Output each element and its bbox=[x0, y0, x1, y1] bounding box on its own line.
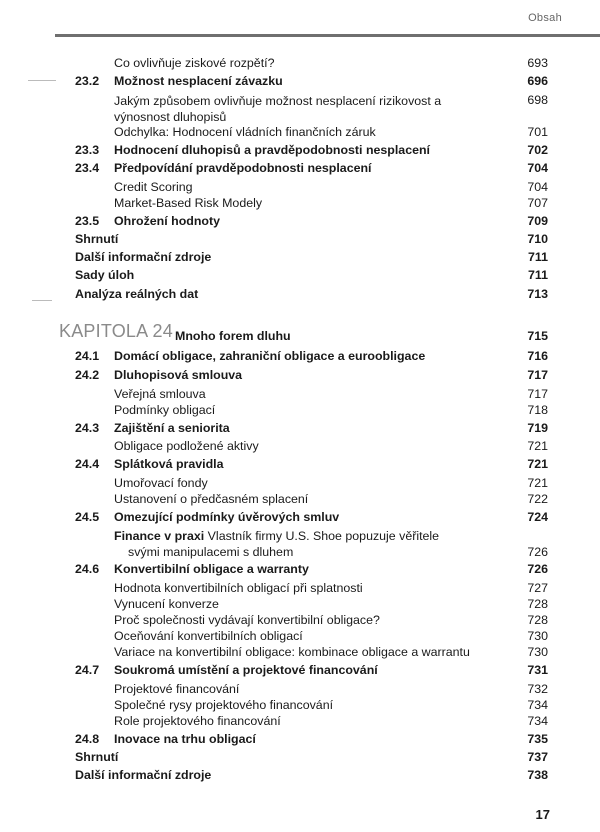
section-number: 24.1 bbox=[75, 349, 100, 363]
entry-title: Podmínky obligací bbox=[114, 403, 216, 417]
entry-page: 721 bbox=[527, 457, 548, 471]
entry-title: Omezující podmínky úvěrových smluv bbox=[114, 510, 340, 524]
entry-title: Shrnutí bbox=[75, 750, 119, 764]
entry-page: 693 bbox=[527, 56, 548, 70]
entry-page: 727 bbox=[527, 581, 548, 595]
chapter-title: Mnoho forem dluhu bbox=[175, 329, 291, 343]
entry-title: Splátková pravidla bbox=[114, 457, 224, 471]
section-number: 24.4 bbox=[75, 457, 100, 471]
entry-title: Další informační zdroje bbox=[75, 768, 212, 782]
entry-page: 707 bbox=[527, 196, 548, 210]
entry-page: 735 bbox=[527, 732, 548, 746]
section-number: 24.2 bbox=[75, 368, 100, 382]
entry-title: Hodnocení dluhopisů a pravděpodobnosti nesplacení bbox=[114, 143, 430, 157]
entry-page: 710 bbox=[527, 232, 548, 246]
entry-page: 701 bbox=[527, 125, 548, 139]
entry-page: 734 bbox=[527, 698, 548, 712]
entry-page: 734 bbox=[527, 714, 548, 728]
entry-page: 737 bbox=[527, 750, 548, 764]
section-number: 23.5 bbox=[75, 214, 100, 228]
entry-page: 726 bbox=[527, 545, 548, 559]
entry-page: 702 bbox=[527, 143, 548, 157]
entry-page: 717 bbox=[527, 387, 548, 401]
section-number: 24.8 bbox=[75, 732, 100, 746]
entry-title: Projektové financování bbox=[114, 682, 240, 696]
entry-title: Ohrožení hodnoty bbox=[114, 214, 220, 228]
entry-title: Market-Based Risk Modely bbox=[114, 196, 263, 210]
entry-title: Sady úloh bbox=[75, 268, 135, 282]
entry-title: Další informační zdroje bbox=[75, 250, 212, 264]
entry-title: Společné rysy projektového financování bbox=[114, 698, 334, 712]
entry-title: Předpovídání pravděpodobnosti nesplacení bbox=[114, 161, 372, 175]
entry-page: 738 bbox=[527, 768, 548, 782]
entry-title-rest: Vlastník firmy U.S. Shoe popuzuje věřitele bbox=[207, 529, 440, 543]
entry-title: Inovace na trhu obligací bbox=[114, 732, 256, 746]
chapter-label: KAPITOLA 24 bbox=[59, 321, 173, 341]
entry-page: 711 bbox=[528, 250, 548, 264]
entry-title: Dluhopisová smlouva bbox=[114, 368, 243, 382]
entry-title: Obligace podložené aktivy bbox=[114, 439, 259, 453]
entry-title: Shrnutí bbox=[75, 232, 119, 246]
section-number: 23.4 bbox=[75, 161, 100, 175]
entry-title: Soukromá umístění a projektové financování bbox=[114, 663, 378, 677]
entry-page: 732 bbox=[527, 682, 548, 696]
entry-title: Možnost nesplacení závazku bbox=[114, 74, 283, 88]
entry-page: 704 bbox=[527, 161, 548, 175]
section-number: 23.3 bbox=[75, 143, 100, 157]
entry-page: 718 bbox=[527, 403, 548, 417]
entry-title: Credit Scoring bbox=[114, 180, 193, 194]
entry-page: 704 bbox=[527, 180, 548, 194]
entry-title: Oceňování konvertibilních obligací bbox=[114, 629, 303, 643]
running-head: Obsah bbox=[528, 12, 562, 24]
entry-title: Umořovací fondy bbox=[114, 476, 208, 490]
entry-title: Hodnota konvertibilních obligací při splatnosti bbox=[114, 581, 363, 595]
entry-title: Domácí obligace, zahraniční obligace a euroobligace bbox=[114, 349, 426, 363]
entry-page: 730 bbox=[527, 629, 548, 643]
entry-page: 716 bbox=[527, 349, 548, 363]
entry-title: Vynucení konverze bbox=[114, 597, 219, 611]
entry-title: Zajištění a seniorita bbox=[114, 421, 230, 435]
entry-page: 731 bbox=[527, 663, 548, 677]
entry-title: svými manipulacemi s dluhem bbox=[128, 545, 294, 559]
entry-title: Co ovlivňuje ziskové rozpětí? bbox=[114, 56, 275, 70]
entry-title bbox=[114, 529, 494, 544]
entry-page: 713 bbox=[527, 287, 548, 301]
entry-page: 711 bbox=[528, 268, 548, 282]
section-number: 24.7 bbox=[75, 663, 100, 677]
entry-page: 721 bbox=[527, 439, 548, 453]
entry-title: Odchylka: Hodnocení vládních finančních záruk bbox=[114, 125, 376, 139]
entry-title: Ustanovení o předčasném splacení bbox=[114, 492, 309, 506]
entry-title: Analýza reálných dat bbox=[75, 287, 199, 301]
entry-page: 724 bbox=[527, 510, 548, 524]
entry-page: 728 bbox=[527, 613, 548, 627]
entry-page: 721 bbox=[527, 476, 548, 490]
entry-page: 726 bbox=[527, 562, 548, 576]
entry-title: Konvertibilní obligace a warranty bbox=[114, 562, 309, 576]
entry-title: Variace na konvertibilní obligace: kombinace obligace a warrantu bbox=[114, 645, 470, 659]
entry-page: 719 bbox=[527, 421, 548, 435]
entry-page: 696 bbox=[527, 74, 548, 88]
entry-title-prefix: Finance v praxi bbox=[114, 529, 205, 543]
entry-title: Role projektového financování bbox=[114, 714, 281, 728]
section-number: 24.3 bbox=[75, 421, 100, 435]
entry-page: 730 bbox=[527, 645, 548, 659]
section-number: 23.2 bbox=[75, 74, 100, 88]
section-number: 24.5 bbox=[75, 510, 100, 524]
entry-page: 717 bbox=[527, 368, 548, 382]
chapter-page: 715 bbox=[527, 329, 548, 343]
entry-page: 709 bbox=[527, 214, 548, 228]
entry-page: 728 bbox=[527, 597, 548, 611]
entry-page: 698 bbox=[527, 93, 548, 107]
entry-title: Veřejná smlouva bbox=[114, 387, 206, 401]
entry-title: Jakým způsobem ovlivňuje možnost nesplacení rizikovost a výnosnost dluhopisů bbox=[114, 94, 442, 124]
page-number: 17 bbox=[535, 807, 550, 822]
entry-title: Proč společnosti vydávají konvertibilní obligace? bbox=[114, 613, 380, 627]
entry-page: 722 bbox=[527, 492, 548, 506]
section-number: 24.6 bbox=[75, 562, 100, 576]
